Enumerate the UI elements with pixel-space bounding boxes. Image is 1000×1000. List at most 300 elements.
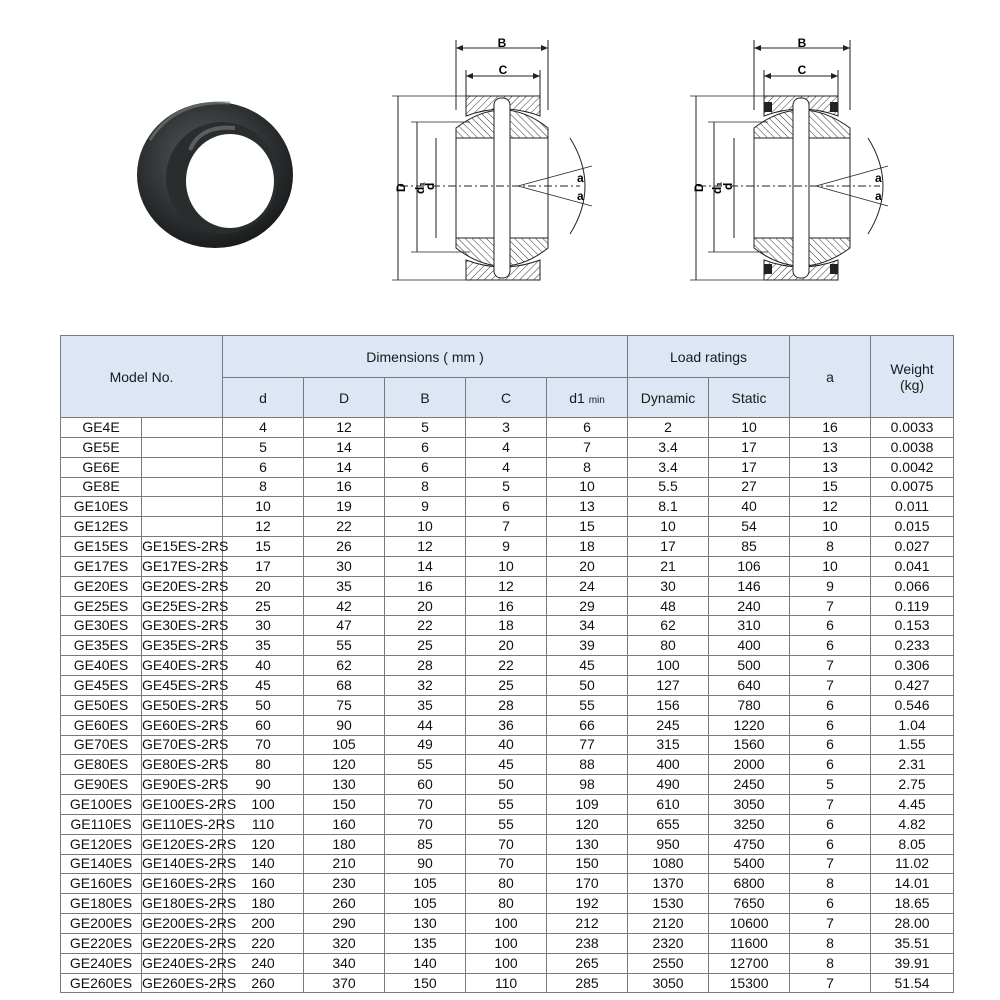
cell-D: 12	[304, 418, 385, 438]
cell-a: 6	[790, 735, 871, 755]
cell-d1-min: 20	[547, 556, 628, 576]
cell-a: 10	[790, 556, 871, 576]
cell-d1-min: 109	[547, 795, 628, 815]
cell-C: 18	[466, 616, 547, 636]
cell-model: GE220ES	[61, 933, 142, 953]
cell-weight: 0.153	[871, 616, 954, 636]
cell-dynamic: 17	[628, 537, 709, 557]
cell-weight: 0.0033	[871, 418, 954, 438]
cell-d: 120	[223, 834, 304, 854]
header-weight	[871, 336, 954, 418]
cell-D: 340	[304, 953, 385, 973]
cell-B: 85	[385, 834, 466, 854]
cell-model: GE45ES	[61, 675, 142, 695]
cell-B: 105	[385, 894, 466, 914]
cell-d: 20	[223, 576, 304, 596]
cell-d: 25	[223, 596, 304, 616]
label-C: C	[498, 63, 508, 77]
cell-static: 146	[709, 576, 790, 596]
cell-B: 8	[385, 477, 466, 497]
cell-d1-min: 50	[547, 675, 628, 695]
cell-d1-min: 39	[547, 636, 628, 656]
cell-model: GE4E	[61, 418, 142, 438]
cell-model: GE12ES	[61, 517, 142, 537]
header-D: D	[304, 378, 385, 418]
cell-C: 22	[466, 656, 547, 676]
cell-weight: 0.066	[871, 576, 954, 596]
cell-d1-min: 212	[547, 914, 628, 934]
cell-dynamic: 2320	[628, 933, 709, 953]
cell-static: 2000	[709, 755, 790, 775]
cell-model-2rs: GE50ES-2RS	[142, 695, 223, 715]
table-row	[61, 636, 954, 656]
cell-model-2rs: GE40ES-2RS	[142, 656, 223, 676]
cell-D: 150	[304, 795, 385, 815]
cell-static: 15300	[709, 973, 790, 993]
cell-model: GE180ES	[61, 894, 142, 914]
cell-C: 45	[466, 755, 547, 775]
cell-d: 200	[223, 914, 304, 934]
cell-model-2rs: GE240ES-2RS	[142, 953, 223, 973]
cell-a: 7	[790, 596, 871, 616]
cell-D: 370	[304, 973, 385, 993]
cell-a: 8	[790, 933, 871, 953]
cell-static: 2450	[709, 775, 790, 795]
table-row	[61, 675, 954, 695]
cell-B: 70	[385, 795, 466, 815]
label-d: d	[423, 182, 437, 190]
cell-d1-min: 6	[547, 418, 628, 438]
header-d1: d1	[569, 389, 585, 406]
cell-C: 100	[466, 914, 547, 934]
header-static: Static	[709, 378, 790, 418]
cell-B: 28	[385, 656, 466, 676]
cell-d1-min: 55	[547, 695, 628, 715]
table-row	[61, 576, 954, 596]
cell-C: 10	[466, 556, 547, 576]
cell-C: 28	[466, 695, 547, 715]
cell-weight: 2.75	[871, 775, 954, 795]
cell-dynamic: 156	[628, 695, 709, 715]
cell-dynamic: 2550	[628, 953, 709, 973]
cell-d: 15	[223, 537, 304, 557]
cell-a: 6	[790, 755, 871, 775]
cell-static: 1560	[709, 735, 790, 755]
cell-model: GE110ES	[61, 814, 142, 834]
cell-a: 7	[790, 854, 871, 874]
cell-a: 13	[790, 457, 871, 477]
cell-B: 70	[385, 814, 466, 834]
cell-D: 75	[304, 695, 385, 715]
cell-dynamic: 1530	[628, 894, 709, 914]
cell-B: 9	[385, 497, 466, 517]
cell-model-2rs	[142, 418, 223, 438]
cell-a: 16	[790, 418, 871, 438]
cell-dynamic: 3050	[628, 973, 709, 993]
cell-dynamic: 100	[628, 656, 709, 676]
cell-model-2rs	[142, 437, 223, 457]
cell-d1-min: 34	[547, 616, 628, 636]
cell-d: 60	[223, 715, 304, 735]
cell-D: 42	[304, 596, 385, 616]
cell-C: 4	[466, 437, 547, 457]
cell-a: 7	[790, 675, 871, 695]
cell-static: 10600	[709, 914, 790, 934]
cell-model: GE160ES	[61, 874, 142, 894]
cell-a: 6	[790, 715, 871, 735]
cell-C: 20	[466, 636, 547, 656]
cell-a: 7	[790, 656, 871, 676]
table-row	[61, 596, 954, 616]
cell-weight: 4.45	[871, 795, 954, 815]
cell-static: 17	[709, 437, 790, 457]
cell-dynamic: 3.4	[628, 437, 709, 457]
cell-d1-min: 24	[547, 576, 628, 596]
cell-dynamic: 2120	[628, 914, 709, 934]
cell-a: 8	[790, 874, 871, 894]
cell-a: 6	[790, 695, 871, 715]
cell-C: 100	[466, 933, 547, 953]
cell-model: GE260ES	[61, 973, 142, 993]
cell-C: 110	[466, 973, 547, 993]
cell-dynamic: 21	[628, 556, 709, 576]
label-D-2: D	[692, 183, 706, 192]
cell-model: GE6E	[61, 457, 142, 477]
cell-dynamic: 3.4	[628, 457, 709, 477]
cell-C: 70	[466, 834, 547, 854]
spec-table	[60, 335, 954, 993]
bearing-photo	[137, 102, 293, 248]
cell-B: 6	[385, 457, 466, 477]
cell-model-2rs: GE90ES-2RS	[142, 775, 223, 795]
cell-static: 11600	[709, 933, 790, 953]
cell-static: 640	[709, 675, 790, 695]
cell-dynamic: 315	[628, 735, 709, 755]
cell-d: 45	[223, 675, 304, 695]
cell-dynamic: 655	[628, 814, 709, 834]
cell-D: 14	[304, 457, 385, 477]
cell-model-2rs: GE30ES-2RS	[142, 616, 223, 636]
header-load-ratings: Load ratings	[628, 336, 790, 378]
cell-B: 140	[385, 953, 466, 973]
cell-D: 16	[304, 477, 385, 497]
cell-weight: 0.546	[871, 695, 954, 715]
cell-static: 310	[709, 616, 790, 636]
cell-C: 70	[466, 854, 547, 874]
cell-model-2rs	[142, 477, 223, 497]
cell-weight: 0.0075	[871, 477, 954, 497]
cell-D: 320	[304, 933, 385, 953]
cell-d: 17	[223, 556, 304, 576]
cell-weight: 4.82	[871, 814, 954, 834]
cell-d1-min: 192	[547, 894, 628, 914]
cell-model-2rs: GE140ES-2RS	[142, 854, 223, 874]
cell-a: 13	[790, 437, 871, 457]
cell-C: 80	[466, 874, 547, 894]
header-B: B	[385, 378, 466, 418]
cell-dynamic: 2	[628, 418, 709, 438]
cell-B: 10	[385, 517, 466, 537]
table-row	[61, 695, 954, 715]
cell-model: GE25ES	[61, 596, 142, 616]
cell-B: 55	[385, 755, 466, 775]
label-a-top-2: a	[875, 171, 882, 185]
cell-C: 55	[466, 814, 547, 834]
cell-D: 68	[304, 675, 385, 695]
table-row	[61, 616, 954, 636]
cell-static: 40	[709, 497, 790, 517]
header-dynamic: Dynamic	[628, 378, 709, 418]
cell-model-2rs: GE20ES-2RS	[142, 576, 223, 596]
cell-dynamic: 950	[628, 834, 709, 854]
cell-d: 140	[223, 854, 304, 874]
cell-d: 50	[223, 695, 304, 715]
cell-d1-min: 66	[547, 715, 628, 735]
cell-d: 35	[223, 636, 304, 656]
cell-C: 16	[466, 596, 547, 616]
cell-D: 120	[304, 755, 385, 775]
header-C: C	[466, 378, 547, 418]
cell-model-2rs: GE200ES-2RS	[142, 914, 223, 934]
cell-C: 55	[466, 795, 547, 815]
cell-dynamic: 245	[628, 715, 709, 735]
label-d1-2: d₁	[710, 181, 724, 194]
cell-B: 60	[385, 775, 466, 795]
label-B-2: B	[797, 36, 807, 50]
cell-static: 6800	[709, 874, 790, 894]
cell-d1-min: 170	[547, 874, 628, 894]
cell-B: 16	[385, 576, 466, 596]
table-row	[61, 656, 954, 676]
header-weight-unit: (kg)	[899, 376, 925, 393]
table-row	[61, 953, 954, 973]
cell-static: 5400	[709, 854, 790, 874]
table-row	[61, 497, 954, 517]
cell-model-2rs: GE180ES-2RS	[142, 894, 223, 914]
cell-static: 54	[709, 517, 790, 537]
cell-model-2rs: GE70ES-2RS	[142, 735, 223, 755]
cell-d1-min: 77	[547, 735, 628, 755]
table-row	[61, 933, 954, 953]
cell-dynamic: 10	[628, 517, 709, 537]
figures-area	[0, 0, 1000, 320]
cell-D: 14	[304, 437, 385, 457]
cell-C: 25	[466, 675, 547, 695]
cell-d1-min: 265	[547, 953, 628, 973]
cell-D: 62	[304, 656, 385, 676]
cell-a: 7	[790, 973, 871, 993]
cell-C: 80	[466, 894, 547, 914]
table-row	[61, 755, 954, 775]
cell-a: 8	[790, 953, 871, 973]
cell-D: 160	[304, 814, 385, 834]
header-d: d	[223, 378, 304, 418]
cell-weight: 51.54	[871, 973, 954, 993]
cell-d: 8	[223, 477, 304, 497]
cell-B: 44	[385, 715, 466, 735]
cell-B: 20	[385, 596, 466, 616]
cell-C: 40	[466, 735, 547, 755]
cell-a: 6	[790, 616, 871, 636]
table-row	[61, 556, 954, 576]
label-d1: d₁	[413, 181, 427, 194]
cell-weight: 0.119	[871, 596, 954, 616]
cell-static: 85	[709, 537, 790, 557]
label-D: D	[394, 183, 408, 192]
cell-model: GE70ES	[61, 735, 142, 755]
cell-d: 5	[223, 437, 304, 457]
cell-B: 5	[385, 418, 466, 438]
cell-weight: 1.04	[871, 715, 954, 735]
cell-D: 180	[304, 834, 385, 854]
cell-weight: 0.233	[871, 636, 954, 656]
cell-model: GE60ES	[61, 715, 142, 735]
cell-D: 19	[304, 497, 385, 517]
cell-model: GE15ES	[61, 537, 142, 557]
cell-d: 40	[223, 656, 304, 676]
cell-model-2rs: GE100ES-2RS	[142, 795, 223, 815]
cell-model: GE40ES	[61, 656, 142, 676]
cell-dynamic: 8.1	[628, 497, 709, 517]
cell-d1-min: 88	[547, 755, 628, 775]
table-row	[61, 735, 954, 755]
cell-a: 7	[790, 795, 871, 815]
cell-dynamic: 80	[628, 636, 709, 656]
table-row	[61, 775, 954, 795]
label-a-bottom: a	[577, 189, 584, 203]
cell-B: 12	[385, 537, 466, 557]
cell-dynamic: 48	[628, 596, 709, 616]
header-weight-label: Weight	[890, 360, 934, 377]
cell-a: 6	[790, 814, 871, 834]
cell-B: 90	[385, 854, 466, 874]
cell-B: 135	[385, 933, 466, 953]
cell-dynamic: 127	[628, 675, 709, 695]
cell-d1-min: 238	[547, 933, 628, 953]
label-B: B	[497, 36, 507, 50]
cell-B: 25	[385, 636, 466, 656]
cell-weight: 14.01	[871, 874, 954, 894]
cell-d: 6	[223, 457, 304, 477]
cell-d: 4	[223, 418, 304, 438]
cell-d: 30	[223, 616, 304, 636]
cell-weight: 1.55	[871, 735, 954, 755]
cell-a: 5	[790, 775, 871, 795]
cell-a: 8	[790, 537, 871, 557]
cell-D: 26	[304, 537, 385, 557]
cell-C: 100	[466, 953, 547, 973]
label-a-top: a	[577, 171, 584, 185]
cell-d: 70	[223, 735, 304, 755]
table-row	[61, 914, 954, 934]
cell-dynamic: 62	[628, 616, 709, 636]
cell-model-2rs: GE15ES-2RS	[142, 537, 223, 557]
cell-B: 22	[385, 616, 466, 636]
cell-D: 35	[304, 576, 385, 596]
cell-weight: 35.51	[871, 933, 954, 953]
cell-d1-min: 10	[547, 477, 628, 497]
cell-D: 260	[304, 894, 385, 914]
cell-B: 105	[385, 874, 466, 894]
cell-d1-min: 8	[547, 457, 628, 477]
cell-a: 12	[790, 497, 871, 517]
cell-D: 55	[304, 636, 385, 656]
cell-d1-min: 18	[547, 537, 628, 557]
cell-model-2rs: GE25ES-2RS	[142, 596, 223, 616]
cell-C: 5	[466, 477, 547, 497]
cell-D: 90	[304, 715, 385, 735]
cell-model: GE20ES	[61, 576, 142, 596]
cell-model: GE17ES	[61, 556, 142, 576]
cell-d: 180	[223, 894, 304, 914]
cell-a: 6	[790, 636, 871, 656]
header-dimensions: Dimensions ( mm )	[223, 336, 628, 378]
cell-d1-min: 285	[547, 973, 628, 993]
label-d-2: d	[721, 182, 735, 190]
cell-D: 230	[304, 874, 385, 894]
cell-static: 240	[709, 596, 790, 616]
cell-model: GE140ES	[61, 854, 142, 874]
cell-d1-min: 13	[547, 497, 628, 517]
table-row	[61, 437, 954, 457]
cell-dynamic: 30	[628, 576, 709, 596]
cell-static: 3250	[709, 814, 790, 834]
table-row	[61, 874, 954, 894]
cell-weight: 0.0038	[871, 437, 954, 457]
cell-d: 80	[223, 755, 304, 775]
cell-model-2rs: GE80ES-2RS	[142, 755, 223, 775]
cell-B: 14	[385, 556, 466, 576]
cell-B: 130	[385, 914, 466, 934]
cell-model: GE5E	[61, 437, 142, 457]
cell-d: 160	[223, 874, 304, 894]
cell-static: 10	[709, 418, 790, 438]
cell-weight: 8.05	[871, 834, 954, 854]
cell-weight: 0.041	[871, 556, 954, 576]
cell-static: 106	[709, 556, 790, 576]
spec-table-body	[61, 418, 954, 993]
cell-model-2rs: GE110ES-2RS	[142, 814, 223, 834]
cell-a: 6	[790, 894, 871, 914]
cell-weight: 0.427	[871, 675, 954, 695]
table-row	[61, 973, 954, 993]
cell-static: 3050	[709, 795, 790, 815]
cell-C: 7	[466, 517, 547, 537]
cell-B: 32	[385, 675, 466, 695]
cell-weight: 11.02	[871, 854, 954, 874]
cell-model-2rs: GE160ES-2RS	[142, 874, 223, 894]
cell-d: 90	[223, 775, 304, 795]
cell-model-2rs: GE220ES-2RS	[142, 933, 223, 953]
cell-d1-min: 7	[547, 437, 628, 457]
cell-model: GE10ES	[61, 497, 142, 517]
cell-weight: 0.306	[871, 656, 954, 676]
cell-model: GE120ES	[61, 834, 142, 854]
cell-d1-min: 15	[547, 517, 628, 537]
cell-a: 15	[790, 477, 871, 497]
cell-dynamic: 490	[628, 775, 709, 795]
cell-model-2rs	[142, 457, 223, 477]
cell-static: 4750	[709, 834, 790, 854]
cell-C: 50	[466, 775, 547, 795]
cell-model-2rs: GE17ES-2RS	[142, 556, 223, 576]
cell-model: GE240ES	[61, 953, 142, 973]
cell-d: 110	[223, 814, 304, 834]
cell-weight: 0.011	[871, 497, 954, 517]
cell-a: 9	[790, 576, 871, 596]
table-row	[61, 894, 954, 914]
cell-model: GE50ES	[61, 695, 142, 715]
